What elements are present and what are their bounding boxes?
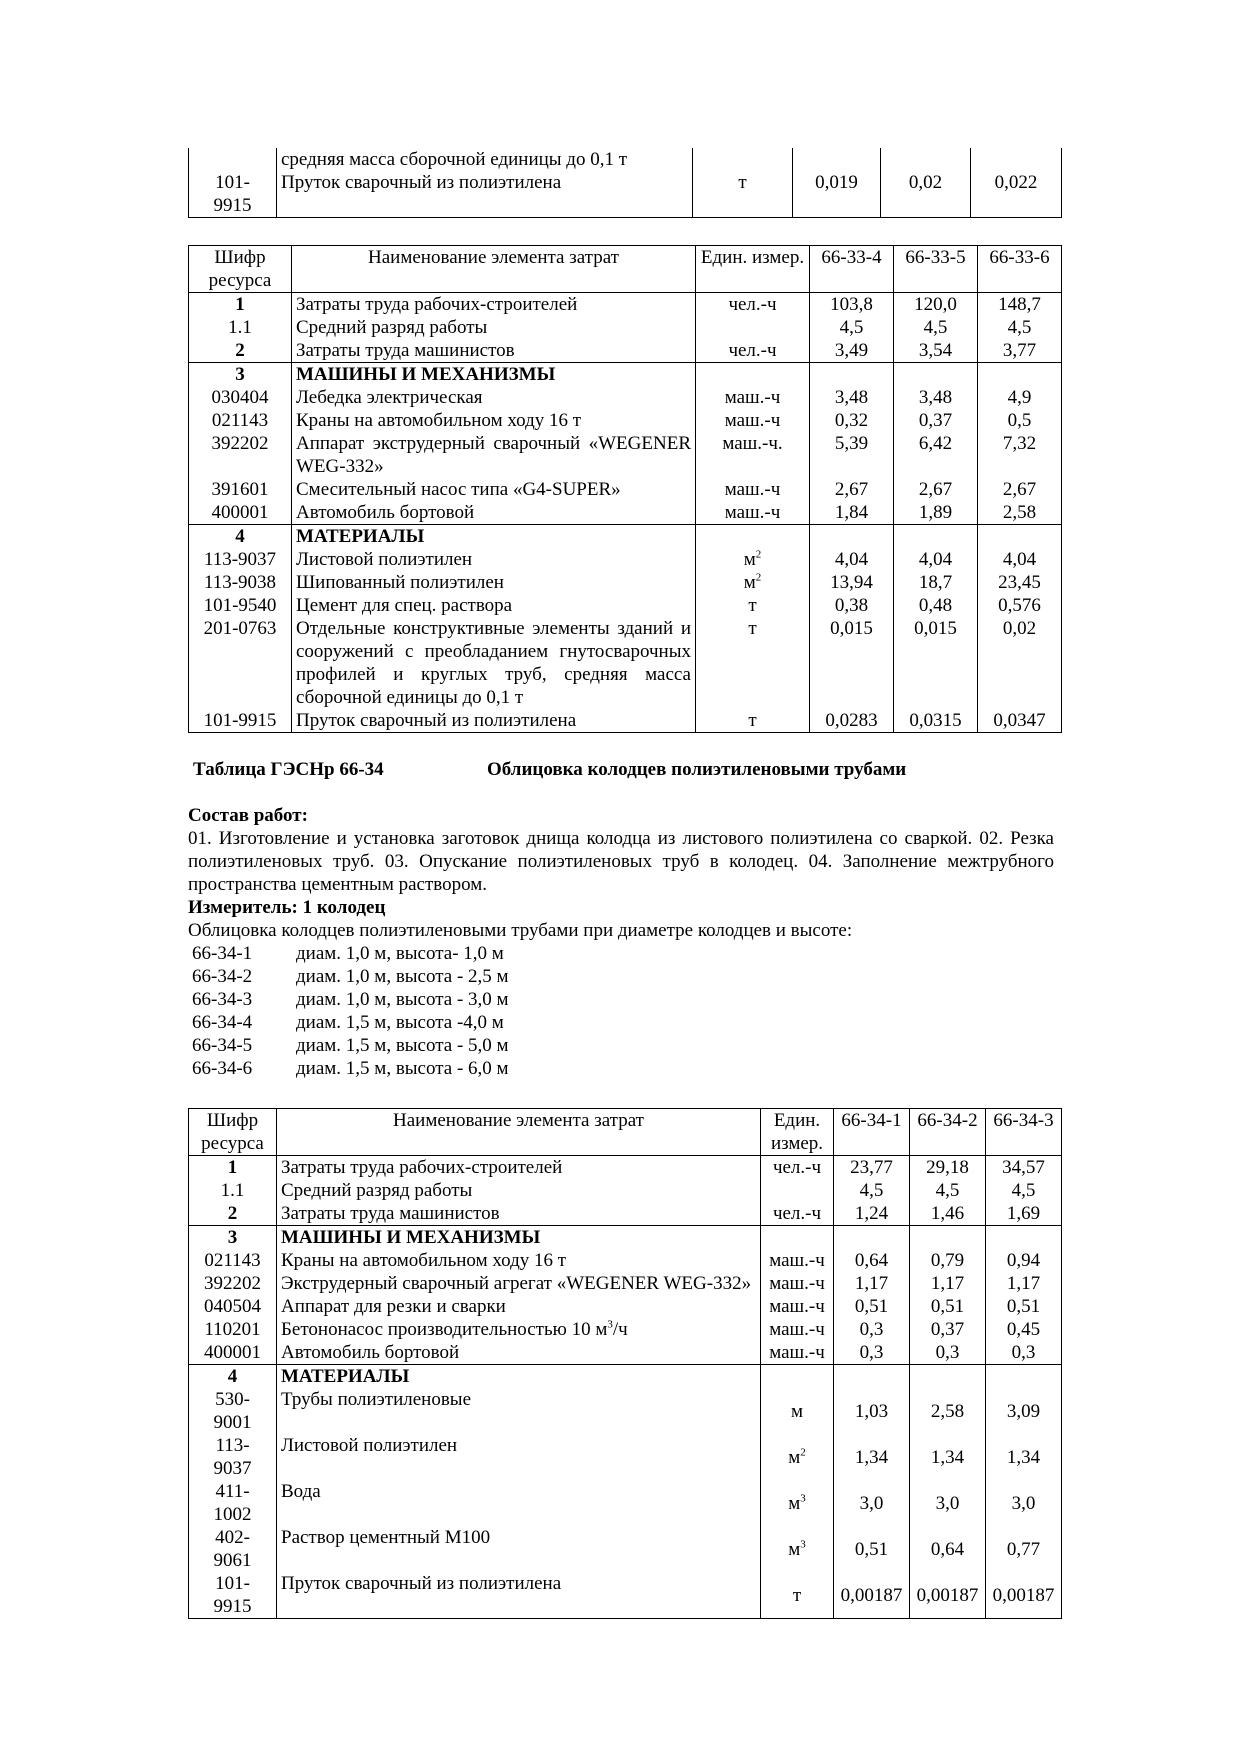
table-row (189, 363, 1062, 387)
resource-code: 113-9037 (189, 548, 292, 571)
table-row (189, 386, 1062, 409)
unit-cell: т (693, 148, 793, 218)
value-cell: 103,8 (810, 293, 894, 317)
value-cell: 3,0 (834, 1480, 910, 1526)
resource-code: 1.1 (189, 1179, 277, 1202)
unit-cell: маш.-ч (761, 1249, 834, 1272)
value-cell: 29,18 (910, 1156, 986, 1180)
value-cell: 3,77 (978, 339, 1062, 363)
value-cell: 0,019 (793, 148, 881, 218)
value-cell: 2,67 (894, 478, 978, 501)
unit-cell: т (696, 594, 810, 617)
resource-code: 113- 9037 (189, 1434, 277, 1480)
value-cell: 0,38 (810, 594, 894, 617)
value-cell (986, 1365, 1062, 1389)
header-code: Шифр ресурса (189, 246, 292, 293)
resource-code: 411- 1002 (189, 1480, 277, 1526)
variant-text: диам. 1,5 м, высота -4,0 м (296, 1012, 504, 1033)
variant-text: диам. 1,0 м, высота- 1,0 м (296, 943, 504, 964)
variant-text: диам. 1,5 м, высота - 5,0 м (296, 1035, 509, 1056)
value-cell: 0,3 (834, 1318, 910, 1341)
value-cell: 1,03 (834, 1388, 910, 1434)
value-cell: 4,04 (978, 548, 1062, 571)
resource-code: 040504 (189, 1295, 277, 1318)
resource-code: 4 (189, 525, 292, 549)
value-cell: 4,5 (894, 316, 978, 339)
resource-code: 400001 (189, 501, 292, 525)
header-name: Наименование элемента затрат (277, 1109, 761, 1156)
value-cell: 0,3 (910, 1341, 986, 1365)
table-row (189, 1572, 1062, 1619)
value-cell: 4,5 (834, 1179, 910, 1202)
unit-cell (696, 525, 810, 549)
variant-code: 66-34-4 (192, 1012, 253, 1033)
resource-code: 201-0763 (189, 617, 292, 709)
value-cell (894, 363, 978, 387)
header-col-1: 66-33-4 (810, 246, 894, 293)
resource-code: 402- 9061 (189, 1526, 277, 1572)
table-row (189, 525, 1062, 549)
value-cell: 0,3 (986, 1341, 1062, 1365)
unit-superscript: 2 (755, 548, 762, 561)
value-cell: 1,24 (834, 1202, 910, 1226)
value-cell: 3,09 (986, 1388, 1062, 1434)
value-cell (910, 1365, 986, 1389)
table-row (189, 1526, 1062, 1572)
resource-code: 101- 9915 (189, 148, 277, 218)
unit-cell: маш.-ч. (696, 432, 810, 478)
value-cell: 1,34 (910, 1434, 986, 1480)
unit-cell: т (696, 617, 810, 709)
table-title: Облицовка колодцев полиэтиленовыми трубами (487, 759, 907, 780)
value-cell: 5,39 (810, 432, 894, 478)
resource-name: Автомобиль бортовой (292, 501, 696, 525)
value-cell: 3,0 (910, 1480, 986, 1526)
value-cell: 0,02 (881, 148, 971, 218)
value-cell: 0,5 (978, 409, 1062, 432)
resource-code: 2 (189, 1202, 277, 1226)
value-cell: 1,69 (986, 1202, 1062, 1226)
resource-table-66-33 (188, 245, 1062, 733)
unit-cell: чел.-ч (696, 339, 810, 363)
table-row (189, 501, 1062, 525)
unit-cell: маш.-ч (696, 501, 810, 525)
value-cell: 1,17 (910, 1272, 986, 1295)
table-label: Таблица ГЭСНр 66-34 (193, 759, 384, 780)
value-cell: 0,51 (986, 1295, 1062, 1318)
unit-cell: чел.-ч (761, 1156, 834, 1180)
resource-name: Экструдерный сварочный агрегат «WEGENER WEG-332» (277, 1272, 761, 1295)
resource-code: 030404 (189, 386, 292, 409)
header-row (189, 1109, 1062, 1156)
value-cell: 1,34 (834, 1434, 910, 1480)
resource-code: 1.1 (189, 316, 292, 339)
table-row (189, 617, 1062, 709)
value-cell: 23,45 (978, 571, 1062, 594)
variant-item (188, 1034, 1054, 1057)
value-cell: 0,37 (894, 409, 978, 432)
unit-superscript: 3 (800, 1492, 806, 1505)
resource-name: Отдельные конструктивные элементы зданий и сооружений с преобладанием гнутосварочных профилей и круглых труб, средняя масса сборочной единицы до 0,1 т (292, 617, 696, 709)
value-cell: 1,17 (834, 1272, 910, 1295)
variant-text: диам. 1,0 м, высота - 2,5 м (296, 966, 509, 987)
value-cell (834, 1226, 910, 1250)
value-cell: 0,02 (978, 617, 1062, 709)
value-cell: 0,022 (971, 148, 1062, 218)
value-cell: 0,45 (986, 1318, 1062, 1341)
unit-superscript: 3 (607, 1318, 613, 1331)
value-cell: 3,0 (986, 1480, 1062, 1526)
intro-text: Облицовка колодцев полиэтиленовыми трубами при диаметре колодцев и высоте: (188, 920, 853, 941)
resource-name: Трубы полиэтиленовые (277, 1388, 761, 1434)
value-cell (978, 525, 1062, 549)
value-cell: 0,32 (810, 409, 894, 432)
value-cell: 0,51 (910, 1295, 986, 1318)
value-cell: 0,015 (894, 617, 978, 709)
value-cell: 0,64 (834, 1249, 910, 1272)
resource-name: Затраты труда рабочих-строителей (277, 1156, 761, 1180)
value-cell: 0,64 (910, 1526, 986, 1572)
value-cell: 120,0 (894, 293, 978, 317)
resource-name-text: Пруток сварочный из полиэтилена (281, 172, 562, 193)
resource-name: МАТЕРИАЛЫ (292, 525, 696, 549)
header-col-1: 66-34-1 (834, 1109, 910, 1156)
resource-name: Аппарат для резки и сварки (277, 1295, 761, 1318)
resource-name: Затраты труда машинистов (292, 339, 696, 363)
value-cell: 0,94 (986, 1249, 1062, 1272)
header-col-3: 66-34-3 (986, 1109, 1062, 1156)
resource-code: 530- 9001 (189, 1388, 277, 1434)
header-row (189, 246, 1062, 293)
resource-name: Аппарат экструдерный сварочный «WEGENER WEG-332» (292, 432, 696, 478)
variant-item (188, 1011, 1054, 1034)
resource-name: Вода (277, 1480, 761, 1526)
resource-code: 392202 (189, 432, 292, 478)
value-cell: 1,17 (986, 1272, 1062, 1295)
value-cell: 0,51 (834, 1526, 910, 1572)
value-cell: 4,5 (978, 316, 1062, 339)
table-row (189, 432, 1062, 478)
unit-cell: чел.-ч (696, 293, 810, 317)
resource-code: 391601 (189, 478, 292, 501)
work-text: 01. Изготовление и установка заготовок днища колодца из листового полиэтилена со сваркой. 02. Резка полиэтиленовых труб. 03. Опускание полиэтиленовых труб в колодец. 04. Заполнение межтрубного пространства цементным раствором. (188, 828, 1054, 895)
table-row (189, 709, 1062, 733)
value-cell: 4,5 (810, 316, 894, 339)
header-unit: Един. измер. (761, 1109, 834, 1156)
variant-text: диам. 1,5 м, высота - 6,0 м (296, 1058, 509, 1079)
value-cell: 0,0283 (810, 709, 894, 733)
value-cell: 0,0315 (894, 709, 978, 733)
value-cell: 0,3 (834, 1341, 910, 1365)
value-cell (910, 1226, 986, 1250)
resource-name: Средний разряд работы (277, 1179, 761, 1202)
unit-cell: $м^2$ (696, 571, 810, 594)
value-cell: 3,48 (810, 386, 894, 409)
table-row (189, 339, 1062, 363)
table-row (189, 1388, 1062, 1434)
value-cell: 0,37 (910, 1318, 986, 1341)
resource-name: Пруток сварочный из полиэтилена (292, 709, 696, 733)
unit-superscript: 3 (800, 1538, 806, 1551)
value-cell: 6,42 (894, 432, 978, 478)
table-row (189, 1226, 1062, 1250)
table-row (189, 594, 1062, 617)
variant-code: 66-34-3 (192, 989, 253, 1010)
variant-item (188, 965, 1054, 988)
resource-code: 2 (189, 339, 292, 363)
unit-superscript: 2 (755, 571, 762, 584)
unit-cell (761, 1226, 834, 1250)
value-cell: 3,54 (894, 339, 978, 363)
header-unit: Един. измер. (696, 246, 810, 293)
resource-code: 101-9915 (189, 709, 292, 733)
resource-name: Смесительный насос типа «G4-SUPER» (292, 478, 696, 501)
resource-name: Листовой полиэтилен (292, 548, 696, 571)
table-row (189, 1434, 1062, 1480)
resource-code: 3 (189, 363, 292, 387)
value-cell: 1,46 (910, 1202, 986, 1226)
unit-cell (696, 363, 810, 387)
resource-code: 400001 (189, 1341, 277, 1365)
table-row (189, 478, 1062, 501)
unit-cell: т (696, 709, 810, 733)
value-cell (834, 1365, 910, 1389)
resource-code: 021143 (189, 409, 292, 432)
header-name: Наименование элемента затрат (292, 246, 696, 293)
table-row (189, 148, 1062, 218)
value-cell: 1,84 (810, 501, 894, 525)
variant-code: 66-34-1 (192, 943, 253, 964)
resource-name (277, 148, 693, 218)
unit-cell: маш.-ч (696, 386, 810, 409)
unit-cell: маш.-ч (761, 1318, 834, 1341)
resource-name: Средний разряд работы (292, 316, 696, 339)
resource-name: Автомобиль бортовой (277, 1341, 761, 1365)
resource-name: Краны на автомобильном ходу 16 т (277, 1249, 761, 1272)
value-cell: 23,77 (834, 1156, 910, 1180)
unit-cell (761, 1179, 834, 1202)
value-cell: 0,51 (834, 1295, 910, 1318)
value-cell: 3,49 (810, 339, 894, 363)
value-cell: 0,00187 (986, 1572, 1062, 1619)
table-row (189, 1295, 1062, 1318)
value-cell: 4,5 (986, 1179, 1062, 1202)
unit-cell: маш.-ч (761, 1272, 834, 1295)
variant-code: 66-34-5 (192, 1035, 253, 1056)
value-cell (986, 1226, 1062, 1250)
unit-cell: маш.-ч (761, 1295, 834, 1318)
resource-name: Шипованный полиэтилен (292, 571, 696, 594)
value-cell (894, 525, 978, 549)
table-row (189, 1341, 1062, 1365)
resource-code: 4 (189, 1365, 277, 1389)
table-row (189, 548, 1062, 571)
unit-cell (761, 1365, 834, 1389)
unit-cell: маш.-ч (696, 409, 810, 432)
value-cell: 0,00187 (834, 1572, 910, 1619)
resource-name: Краны на автомобильном ходу 16 т (292, 409, 696, 432)
value-cell: 0,77 (986, 1526, 1062, 1572)
value-cell: 0,48 (894, 594, 978, 617)
header-col-2: 66-33-5 (894, 246, 978, 293)
table-row (189, 1318, 1062, 1341)
variant-item (188, 988, 1054, 1011)
resource-code: 101- 9915 (189, 1572, 277, 1619)
unit-cell: $м^3$ (761, 1526, 834, 1572)
header-col-2: 66-34-2 (910, 1109, 986, 1156)
value-cell (810, 525, 894, 549)
meter-text: Измеритель: 1 колодец (188, 897, 386, 918)
unit-cell: маш.-ч (696, 478, 810, 501)
variant-text: диам. 1,0 м, высота - 3,0 м (296, 989, 509, 1010)
unit-cell: чел.-ч (761, 1202, 834, 1226)
value-cell: 0,576 (978, 594, 1062, 617)
value-cell: 1,89 (894, 501, 978, 525)
continued-table-fragment (188, 148, 1062, 218)
resource-code: 113-9038 (189, 571, 292, 594)
table-row (189, 1156, 1062, 1180)
variant-item (188, 1057, 1054, 1080)
table-row (189, 1202, 1062, 1226)
resource-code: 1 (189, 1156, 277, 1180)
value-cell: 2,67 (810, 478, 894, 501)
resource-name: Раствор цементный М100 (277, 1526, 761, 1572)
table-row (189, 1272, 1062, 1295)
table-row (189, 1480, 1062, 1526)
unit-cell (696, 316, 810, 339)
unit-cell: $м^3$ (761, 1480, 834, 1526)
unit-cell: $м^2$ (696, 548, 810, 571)
variant-item (188, 942, 1054, 965)
resource-code: 101-9540 (189, 594, 292, 617)
resource-name: Лебедка электрическая (292, 386, 696, 409)
table-row (189, 1249, 1062, 1272)
variant-code: 66-34-6 (192, 1058, 253, 1079)
value-cell: 13,94 (810, 571, 894, 594)
unit-cell: т (761, 1572, 834, 1619)
unit-cell: $м^2$ (761, 1434, 834, 1480)
variants-list (188, 942, 1054, 1080)
value-cell: 1,34 (986, 1434, 1062, 1480)
value-cell: 4,04 (810, 548, 894, 571)
value-cell: 18,7 (894, 571, 978, 594)
resource-code: 3 (189, 1226, 277, 1250)
value-cell (810, 363, 894, 387)
unit-cell: м (761, 1388, 834, 1434)
value-cell: 7,32 (978, 432, 1062, 478)
resource-name: МАШИНЫ И МЕХАНИЗМЫ (292, 363, 696, 387)
value-cell: 2,58 (910, 1388, 986, 1434)
value-cell: 0,79 (910, 1249, 986, 1272)
value-cell: 2,58 (978, 501, 1062, 525)
value-cell: 0,00187 (910, 1572, 986, 1619)
resource-name: Бетононасос производительностью 10 $м^3/ч$ (277, 1318, 761, 1341)
table-row (189, 316, 1062, 339)
variant-code: 66-34-2 (192, 966, 253, 987)
resource-code: 1 (189, 293, 292, 317)
resource-name: Пруток сварочный из полиэтилена (277, 1572, 761, 1619)
value-cell: 148,7 (978, 293, 1062, 317)
resource-code: 110201 (189, 1318, 277, 1341)
value-cell: 3,48 (894, 386, 978, 409)
value-cell: 4,04 (894, 548, 978, 571)
value-cell: 4,9 (978, 386, 1062, 409)
resource-name: Листовой полиэтилен (277, 1434, 761, 1480)
resource-name: Затраты труда рабочих-строителей (292, 293, 696, 317)
resource-name: МАШИНЫ И МЕХАНИЗМЫ (277, 1226, 761, 1250)
header-col-3: 66-33-6 (978, 246, 1062, 293)
value-cell: 2,67 (978, 478, 1062, 501)
value-cell: 0,0347 (978, 709, 1062, 733)
resource-table-66-34 (188, 1108, 1062, 1619)
resource-name: Цемент для спец. раствора (292, 594, 696, 617)
resource-name: МАТЕРИАЛЫ (277, 1365, 761, 1389)
value-cell: 0,015 (810, 617, 894, 709)
value-cell: 4,5 (910, 1179, 986, 1202)
work-heading: Состав работ: (188, 805, 308, 826)
table-row (189, 1365, 1062, 1389)
resource-code: 021143 (189, 1249, 277, 1272)
continued-text: средняя масса сборочной единицы до 0,1 т (281, 149, 628, 170)
table-row (189, 293, 1062, 317)
resource-code: 392202 (189, 1272, 277, 1295)
value-cell: 34,57 (986, 1156, 1062, 1180)
table-row (189, 571, 1062, 594)
header-code: Шифр ресурса (189, 1109, 277, 1156)
table-row (189, 1179, 1062, 1202)
value-cell (978, 363, 1062, 387)
work-composition (188, 804, 1054, 1080)
unit-superscript: 2 (800, 1446, 806, 1459)
table-row (189, 409, 1062, 432)
unit-cell: маш.-ч (761, 1341, 834, 1365)
resource-name: Затраты труда машинистов (277, 1202, 761, 1226)
